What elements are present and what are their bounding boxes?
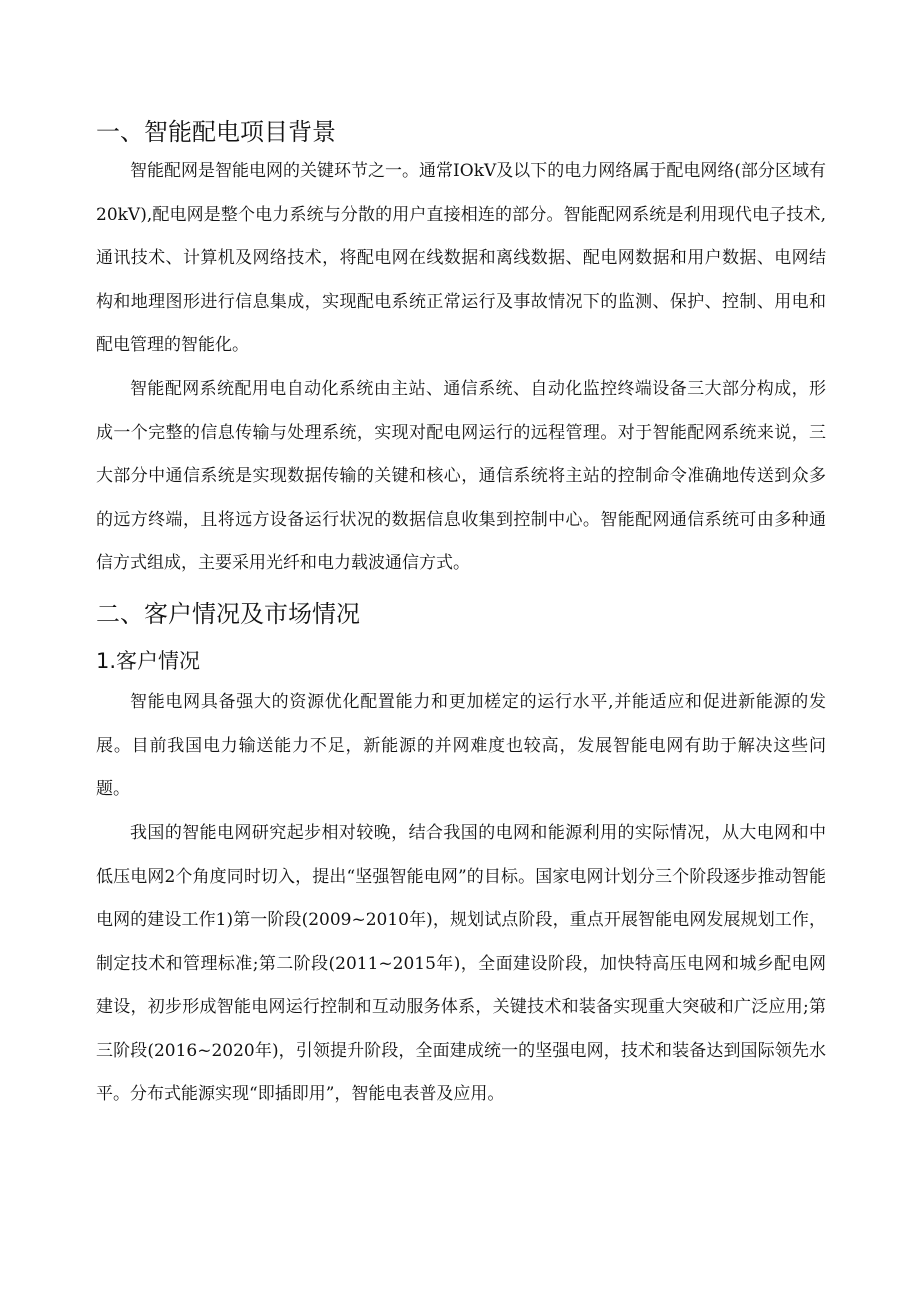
section-heading-customer-market: 二、客户情况及市场情况 [96,600,360,628]
paragraph-automation-system: 智能配网系统配用电自动化系统由主站、通信系统、自动化监控终端设备三大部分构成，形成一个完整的信息传输与处理系统，实现对配电网运行的远程管理。对于智能配网系统来说，三大部分中通信系统是实现数据传输的关键和核心，通信系统将主站的控制命令准确地传送到众多的远方终端，且将远方设备运行状况的数据信息收集到控制中心。智能配网通信系统可由多种通信方式组成，主要采用光纤和电力载波通信方式。 [96,379,826,573]
subheading-customer-situation: 1.客户情况 [96,649,201,673]
paragraph-national-plan: 我国的智能电网研究起步相对较晚，结合我国的电网和能源利用的实际情况，从大电网和中低压电网2个角度同时切入，提出“坚强智能电网”的目标。国家电网计划分三个阶段逐步推动智能电网的建设工作1)第一阶段(2009~2010年)，规划试点阶段，重点开展智能电网发展规划工作，制定技术和管理标准;第二阶段(2011~2015年)，全面建设阶段，加快特高压电网和城乡配电网建设，初步形成智能电网运行控制和互动服务体系，关键技术和装备实现重大突破和广泛应用;第三阶段(2016~2020年)，引领提升阶段，全面建成统一的坚强电网，技术和装备达到国际领先水平。分布式能源实现“即插即用”，智能电表普及应用。 [96,823,826,1104]
paragraph-smart-grid-capability: 智能电网具备强大的资源优化配置能力和更加槎定的运行水平,并能适应和促进新能源的发展。目前我国电力输送能力不足，新能源的并网难度也较高，发展智能电网有助于解决这些问题。 [96,692,826,799]
section-heading-background: 一、智能配电项目背景 [96,118,336,146]
paragraph-smart-grid-intro: 智能配网是智能电网的关键环节之一。通常IOkV及以下的电力网络属于配电网络(部分区域有20kV),配电网是整个电力系统与分散的用户直接相连的部分。智能配网系统是利用现代电子技术,通讯技术、计算机及网络技术，将配电网在线数据和离线数据、配电网数据和用户数据、电网结构和地理图形进行信息集成，实现配电系统正常运行及事故情况下的监测、保护、控制、用电和配电管理的智能化。 [96,161,826,355]
